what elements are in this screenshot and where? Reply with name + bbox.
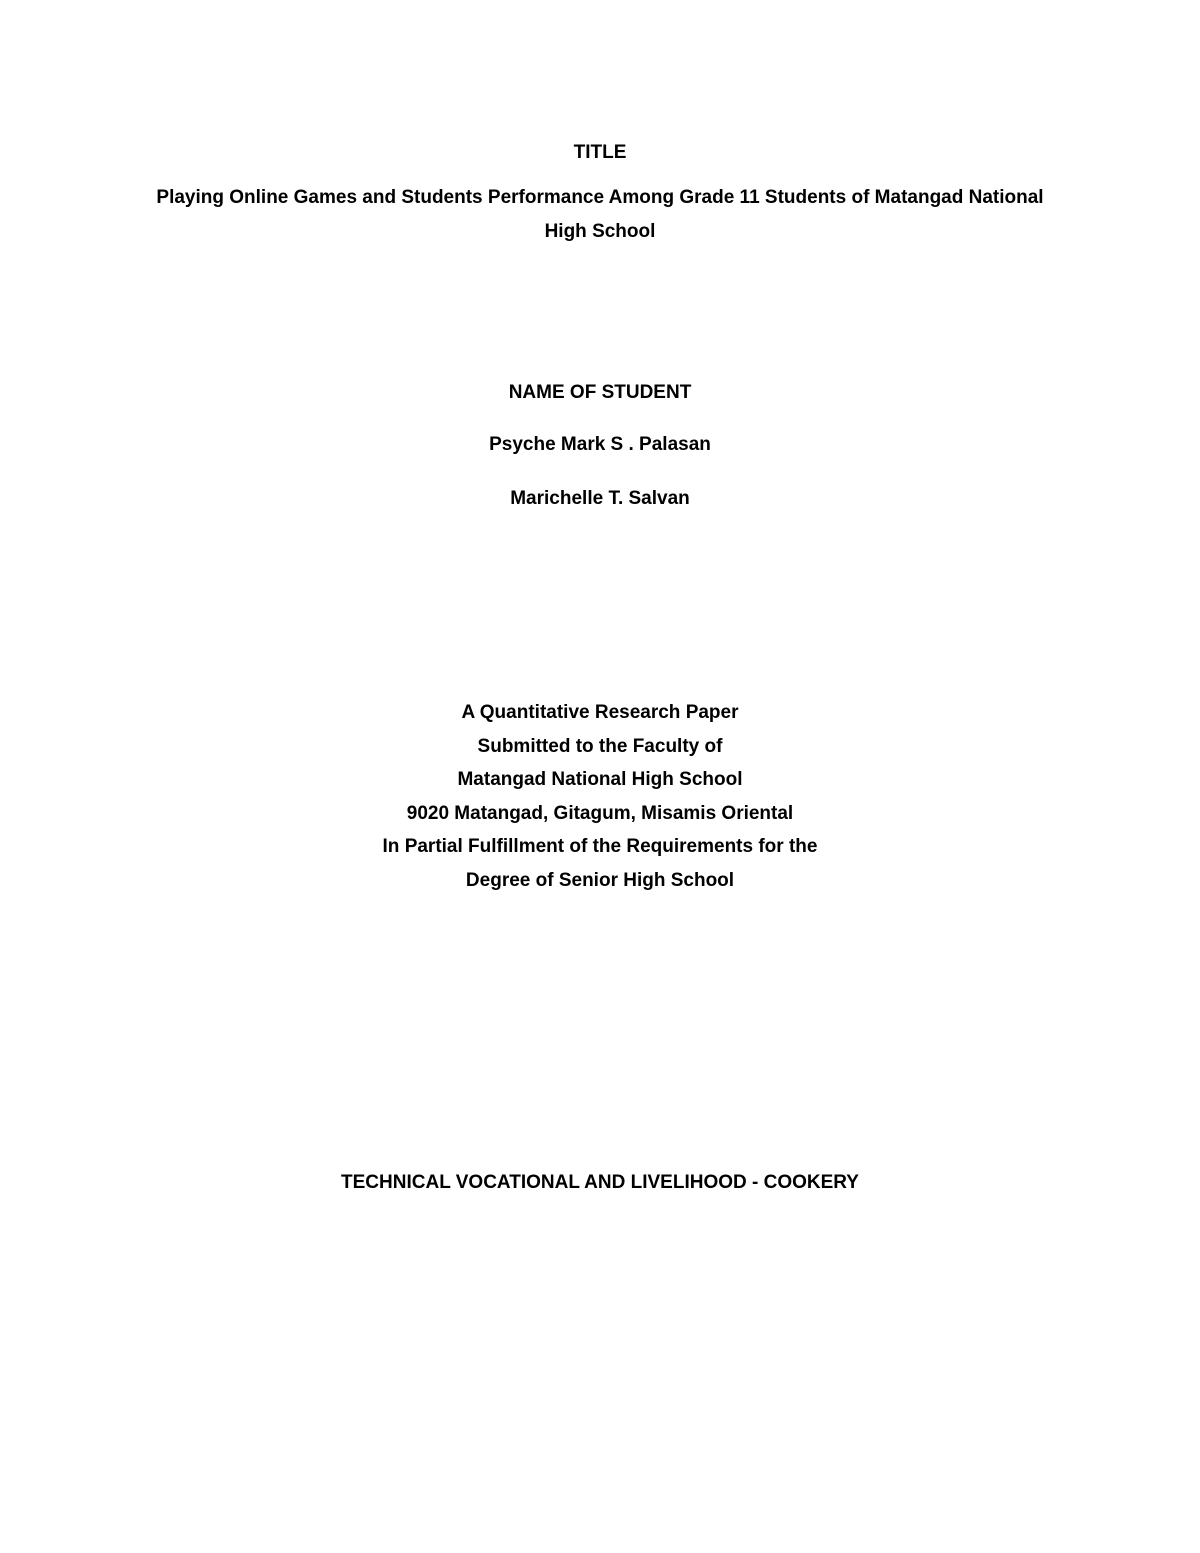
submission-line-5: In Partial Fulfillment of the Requirements for the (382, 836, 818, 857)
student-name-heading: NAME OF STUDENT (508, 382, 692, 403)
submission-line-1: A Quantitative Research Paper (461, 702, 739, 723)
title-heading: TITLE (573, 142, 627, 163)
paper-title-line-2: High School (544, 221, 656, 242)
submission-line-3: Matangad National High School (457, 769, 743, 790)
student-name-1: Psyche Mark S . Palasan (489, 434, 711, 455)
submission-line-2: Submitted to the Faculty of (477, 736, 723, 757)
submission-line-6: Degree of Senior High School (465, 870, 735, 891)
submission-line-4: 9020 Matangad, Gitagum, Misamis Oriental (406, 803, 794, 824)
student-name-2: Marichelle T. Salvan (510, 488, 690, 509)
strand-label: TECHNICAL VOCATIONAL AND LIVELIHOOD - COOKERY (341, 1172, 859, 1193)
paper-title-line-1: Playing Online Games and Students Performance Among Grade 11 Students of Matangad National (156, 187, 1044, 208)
